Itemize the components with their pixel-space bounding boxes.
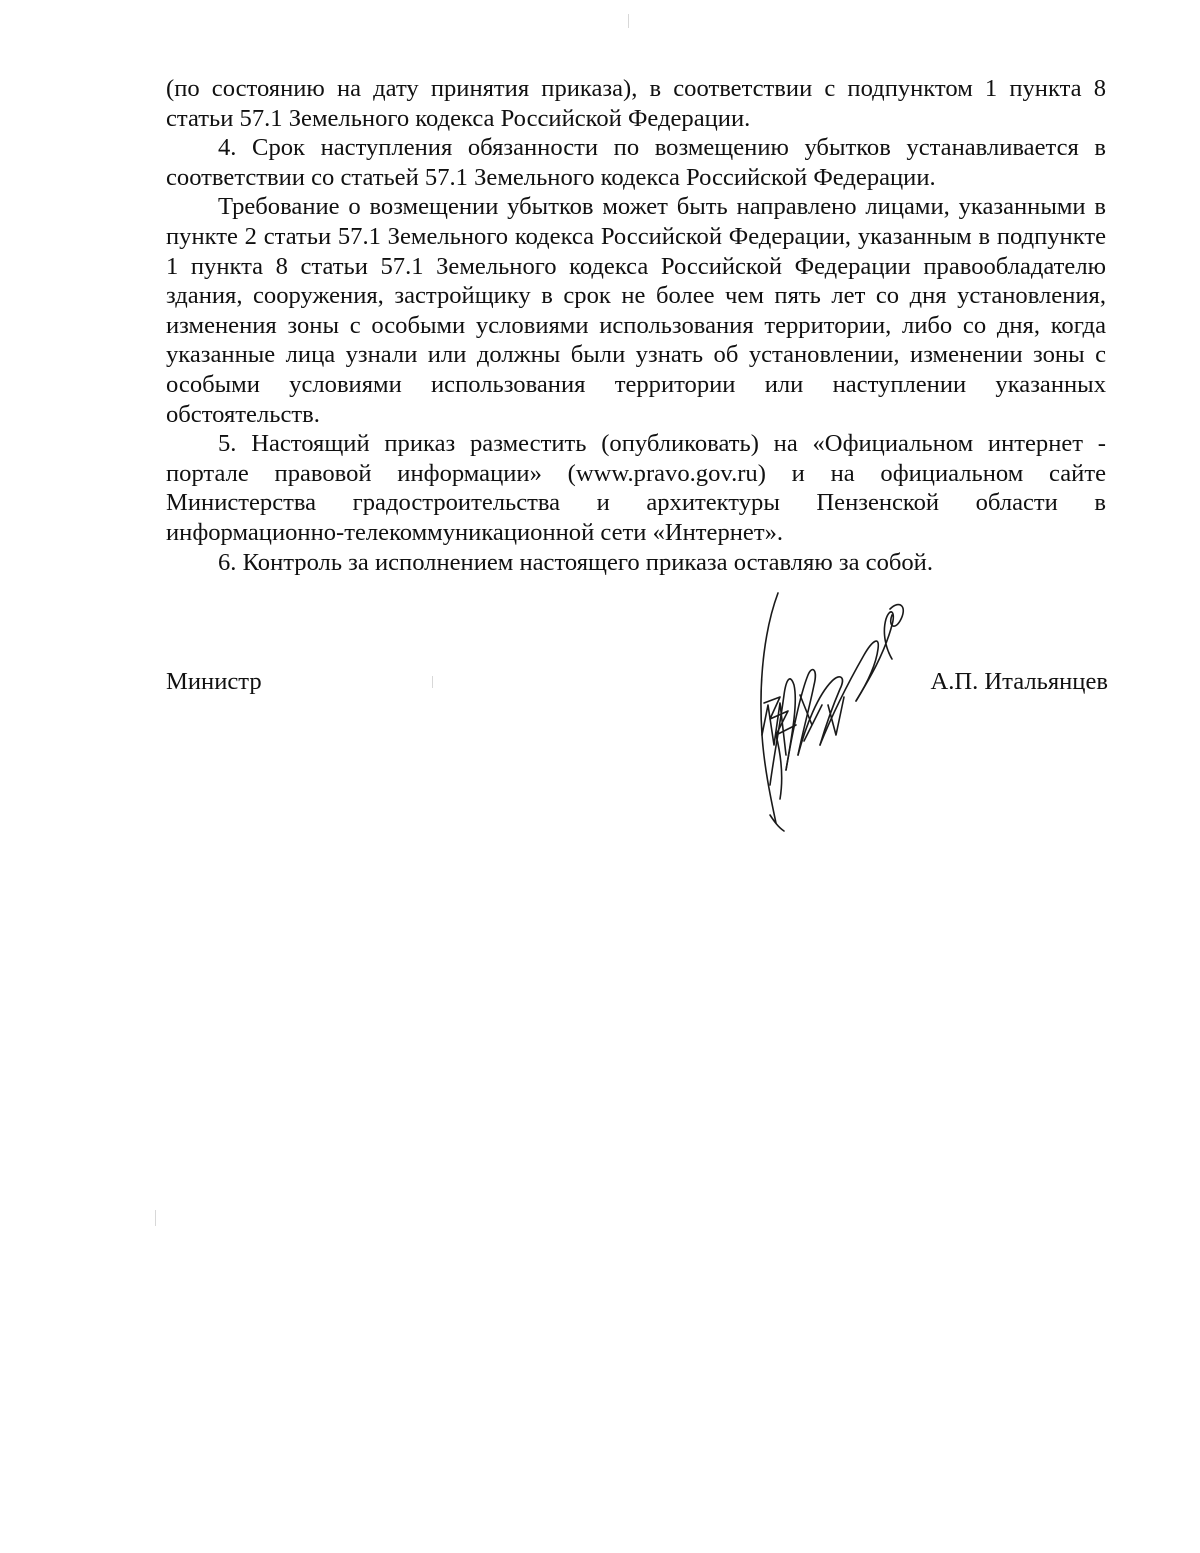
paragraph-continuation: (по состоянию на дату принятия приказа), в соответствии с подпунктом 1 пункта 8 статьи 57.1 Земельного кодекса Российской Федерации. <box>166 75 1106 132</box>
paragraph-claim-requirement: Требование о возмещении убытков может быть направлено лицами, указанными в пункте 2 статьи 57.1 Земельного кодекса Российской Федерации, указанным в подпункте 1 пункта 8 статьи 57.1 Земельного кодекса Российской Федерации правообладателю здания, сооружения, застройщику в срок не более чем пять лет со дня установления, изменения зоны с особыми условиями использования территории, либо со дня, когда указанные лица узнали или должны были узнать об установлении, изменении зоны с особыми условиями использования территории или наступлении указанных обстоятельств. <box>166 193 1106 428</box>
scan-artifact <box>628 14 629 28</box>
handwritten-signature <box>740 585 920 835</box>
paragraph-item-5: 5. Настоящий приказ разместить (опубликовать) на «Официальном интернет - портале правовой информации» (www.pravo.gov.ru) и на официальном сайте Министерства градостроительства и архитектуры Пензенской области в информационно-телекоммуникационной сети «Интернет». <box>166 430 1106 546</box>
scan-artifact <box>155 1210 156 1226</box>
document-body <box>166 74 1106 577</box>
signatory-title: Министр <box>166 668 262 695</box>
paragraph-item-6: 6. Контроль за исполнением настоящего приказа оставляю за собой. <box>218 548 933 576</box>
signature-block <box>166 667 1108 707</box>
paragraph-item-4: 4. Срок наступления обязанности по возмещению убытков устанавливается в соответствии со статьей 57.1 Земельного кодекса Российской Федерации. <box>166 134 1106 191</box>
signatory-name: А.П. Итальянцев <box>930 668 1108 695</box>
